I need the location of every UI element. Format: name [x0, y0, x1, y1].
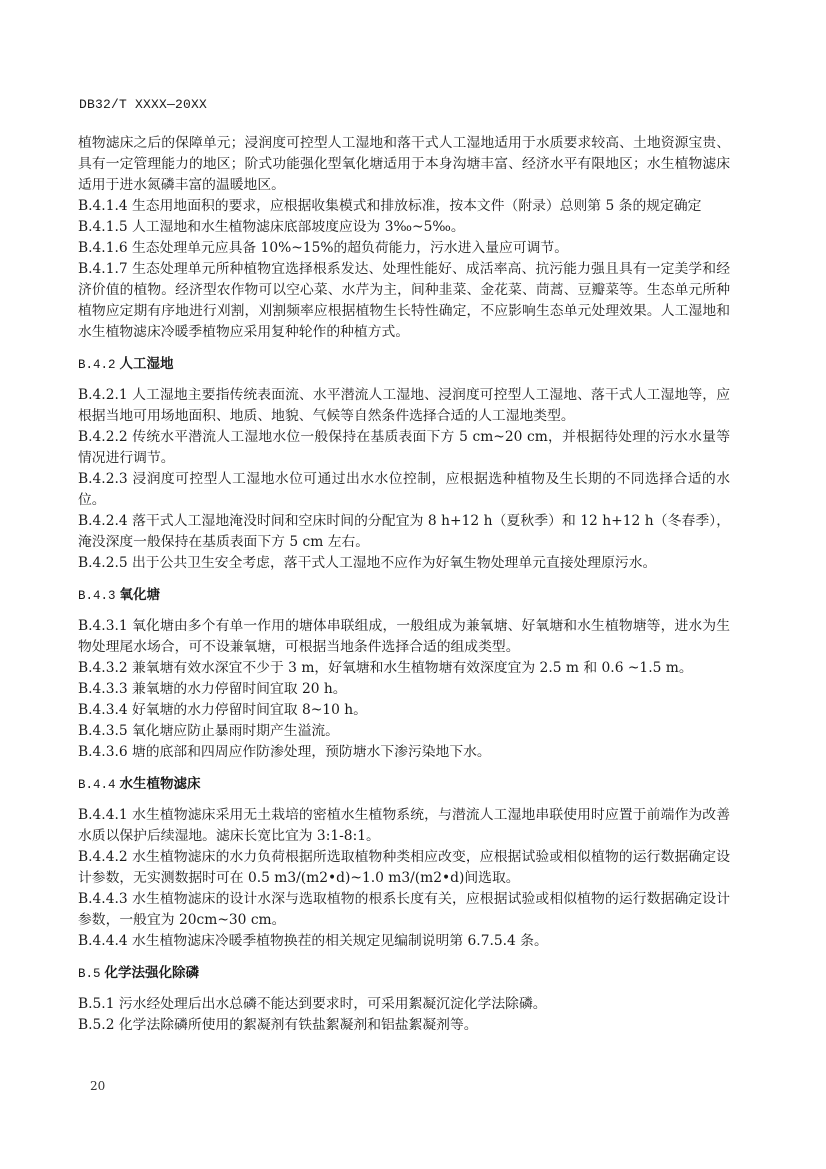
paragraph: B.4.4.2 水生植物滤床的水力负荷根据所选取植物种类相应改变，应根据试验或相似植物的运行数据确定设计参数，无实测数据时可在 0.5 m3/(m2•d)~1.0 m3/(m2•d)间选取。	[78, 849, 730, 886]
paragraph: B.4.2.5 出于公共卫生安全考虑，落干式人工湿地不应作为好氧生物处理单元直接处理原污水。	[78, 555, 657, 571]
paragraph: B.4.2.3 浸润度可控型人工湿地水位可通过出水水位控制，应根据选种植物及生长期的不同选择合适的水位。	[78, 471, 730, 508]
paragraph: B.4.2.1 人工湿地主要指传统表面流、水平潜流人工湿地、浸润度可控型人工湿地、落干式人工湿地等，应根据当地可用场地面积、地质、地貌、气候等自然条件选择合适的人工湿地类型。	[78, 387, 730, 424]
paragraph: B.5.2 化学法除磷所使用的絮凝剂有铁盐絮凝剂和铝盐絮凝剂等。	[78, 1017, 478, 1033]
page-number: 20	[90, 1079, 106, 1093]
paragraph: B.4.4.1 水生植物滤床采用无土栽培的密植水生植物系统，与潜流人工湿地串联使用时应置于前端作为改善水质以保护后续湿地。滤床长宽比宜为 3:1-8:1。	[78, 807, 730, 844]
section-number: B.4.2	[78, 358, 116, 372]
section-title: 人工湿地	[119, 356, 174, 372]
section-title: 化学法强化除磷	[104, 965, 200, 981]
section-number: B.4.4	[78, 778, 116, 792]
section-number: B.5	[78, 967, 101, 981]
paragraph: B.4.3.3 兼氧塘的水力停留时间宜取 20 h。	[78, 681, 347, 697]
paragraph: B.4.3.1 氧化塘由多个有单一作用的塘体串联组成，一般组成为兼氧塘、好氧塘和水生植物塘等，进水为生物处理尾水场合，可不设兼氧塘，可根据当地条件选择合适的组成类型。	[78, 618, 730, 655]
document-body	[78, 133, 730, 1036]
paragraph: B.4.2.2 传统水平潜流人工湿地水位一般保持在基质表面下方 5 cm~20 cm，并根据待处理的污水水量等情况进行调节。	[78, 429, 730, 466]
paragraph: B.4.4.4 水生植物滤床冷暖季植物换茬的相关规定见编制说明第 6.7.5.4 条。	[78, 933, 548, 949]
paragraph: B.4.4.3 水生植物滤床的设计水深与选取植物的根系长度有关，应根据试验或相似植物的运行数据确定设计参数，一般宜为 20cm~30 cm。	[78, 891, 730, 928]
paragraph: B.4.1.5 人工湿地和水生植物滤床底部坡度应设为 3‰~5‰。	[78, 219, 465, 235]
section-heading	[78, 354, 730, 375]
paragraph: B.4.3.5 氧化塘应防止暴雨时期产生溢流。	[78, 723, 339, 739]
section-heading	[78, 774, 730, 795]
paragraph: B.5.1 污水经处理后出水总磷不能达到要求时，可采用絮凝沉淀化学法除磷。	[78, 996, 547, 1012]
section-heading	[78, 963, 730, 984]
paragraph: 植物滤床之后的保障单元；浸润度可控型人工湿地和落干式人工湿地适用于水质要求较高、土地资源宝贵、具有一定管理能力的地区；阶式功能强化型氧化塘适用于本身沟塘丰富、经济水平有限地区；水生植物滤床适用于进水氮磷丰富的温暖地区。	[78, 135, 730, 193]
section-heading	[78, 585, 730, 606]
section-number: B.4.3	[78, 589, 116, 603]
paragraph: B.4.1.4 生态用地面积的要求，应根据收集模式和排放标准，按本文件（附录）总则第 5 条的规定确定	[78, 198, 702, 214]
section-title: 氧化塘	[119, 587, 161, 603]
section-title: 水生植物滤床	[119, 776, 201, 792]
paragraph: B.4.2.4 落干式人工湿地淹没时间和空床时间的分配宜为 8 h+12 h（夏秋季）和 12 h+12 h（冬春季），淹没深度一般保持在基质表面下方 5 cm 左右。	[78, 513, 730, 550]
paragraph: B.4.3.6 塘的底部和四周应作防渗处理，预防塘水下渗污染地下水。	[78, 744, 491, 760]
paragraph: B.4.1.7 生态处理单元所种植物宜选择根系发达、处理性能好、成活率高、抗污能力强且具有一定美学和经济价值的植物。经济型农作物可以空心菜、水芹为主，间种韭菜、金花菜、茼蒿、豆瓣菜等。生态单元所种植物应定期有序地进行刈割，刈割频率应根据植物生长特性确定，不应影响生态单元处理效果。人工湿地和水生植物滤床冷暖季植物应采用复种轮作的种植方式。	[78, 261, 730, 340]
paragraph: B.4.1.6 生态处理单元应具备 10%~15%的超负荷能力，污水进入量应可调节。	[78, 240, 569, 256]
paragraph: B.4.3.4 好氧塘的水力停留时间宜取 8~10 h。	[78, 702, 367, 718]
document-code-header: DB32/T XXXX—20XX	[79, 97, 208, 112]
paragraph: B.4.3.2 兼氧塘有效水深宜不少于 3 m，好氧塘和水生植物塘有效深度宜为 2.5 m 和 0.6 ~1.5 m。	[78, 660, 693, 676]
